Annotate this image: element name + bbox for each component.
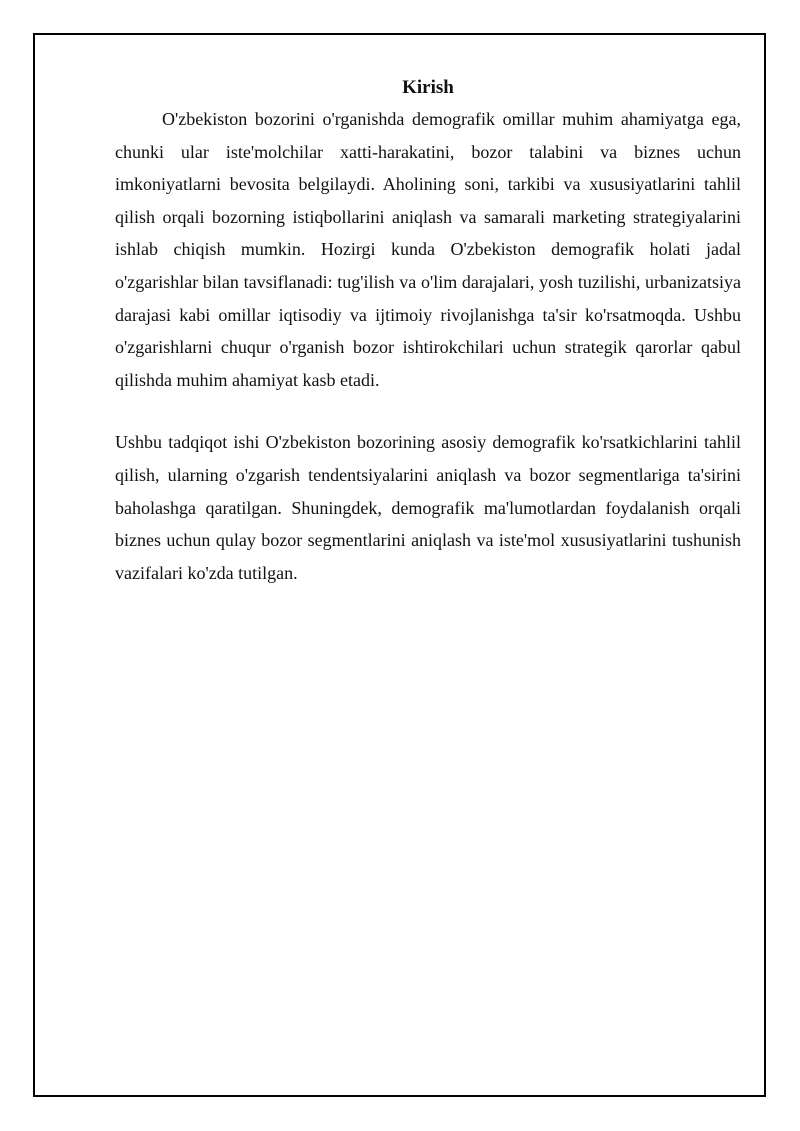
paragraph-intro: O'zbekiston bozorini o'rganishda demografik omillar muhim ahamiyatga ega, chunki ular iste'molchilar xatti-harakatini, bozor talabini va biznes uchun imkoniyatlarni bevosita belgilaydi. Aholining soni, tarkibi va xususiyatlarini tahlil qilish orqali bozorning istiqbollarini aniqlash va samarali marketing strategiyalarini ishlab chiqish mumkin. Hozirgi kunda O'zbekiston demografik holati jadal o'zgarishlar bilan tavsiflanadi: tug'ilish va o'lim darajalari, yosh tuzilishi, urbanizatsiya darajasi kabi omillar iqtisodiy va ijtimoiy rivojlanishga ta'sir ko'rsatmoqda. Ushbu o'zgarishlarni chuqur o'rganish bozor ishtirokchilari uchun strategik qarorlar qabul qilishda muhim ahamiyat kasb etadi. <box>115 109 741 390</box>
paragraph-spacer <box>115 396 741 426</box>
paragraph-objectives: Ushbu tadqiqot ishi O'zbekiston bozorining asosiy demografik ko'rsatkichlarini tahlil qilish, ularning o'zgarish tendentsiyalarini aniqlash va bozor segmentlariga ta'sirini baholashga qaratilgan. Shuningdek, demografik ma'lumotlardan foydalanish orqali biznes uchun qulay bozor segmentlarini aniqlash va iste'mol xususiyatlarini tushunish vazifalari ko'zda tutilgan. <box>115 432 741 583</box>
document-body <box>115 74 741 589</box>
page-title: Kirish <box>402 77 454 98</box>
